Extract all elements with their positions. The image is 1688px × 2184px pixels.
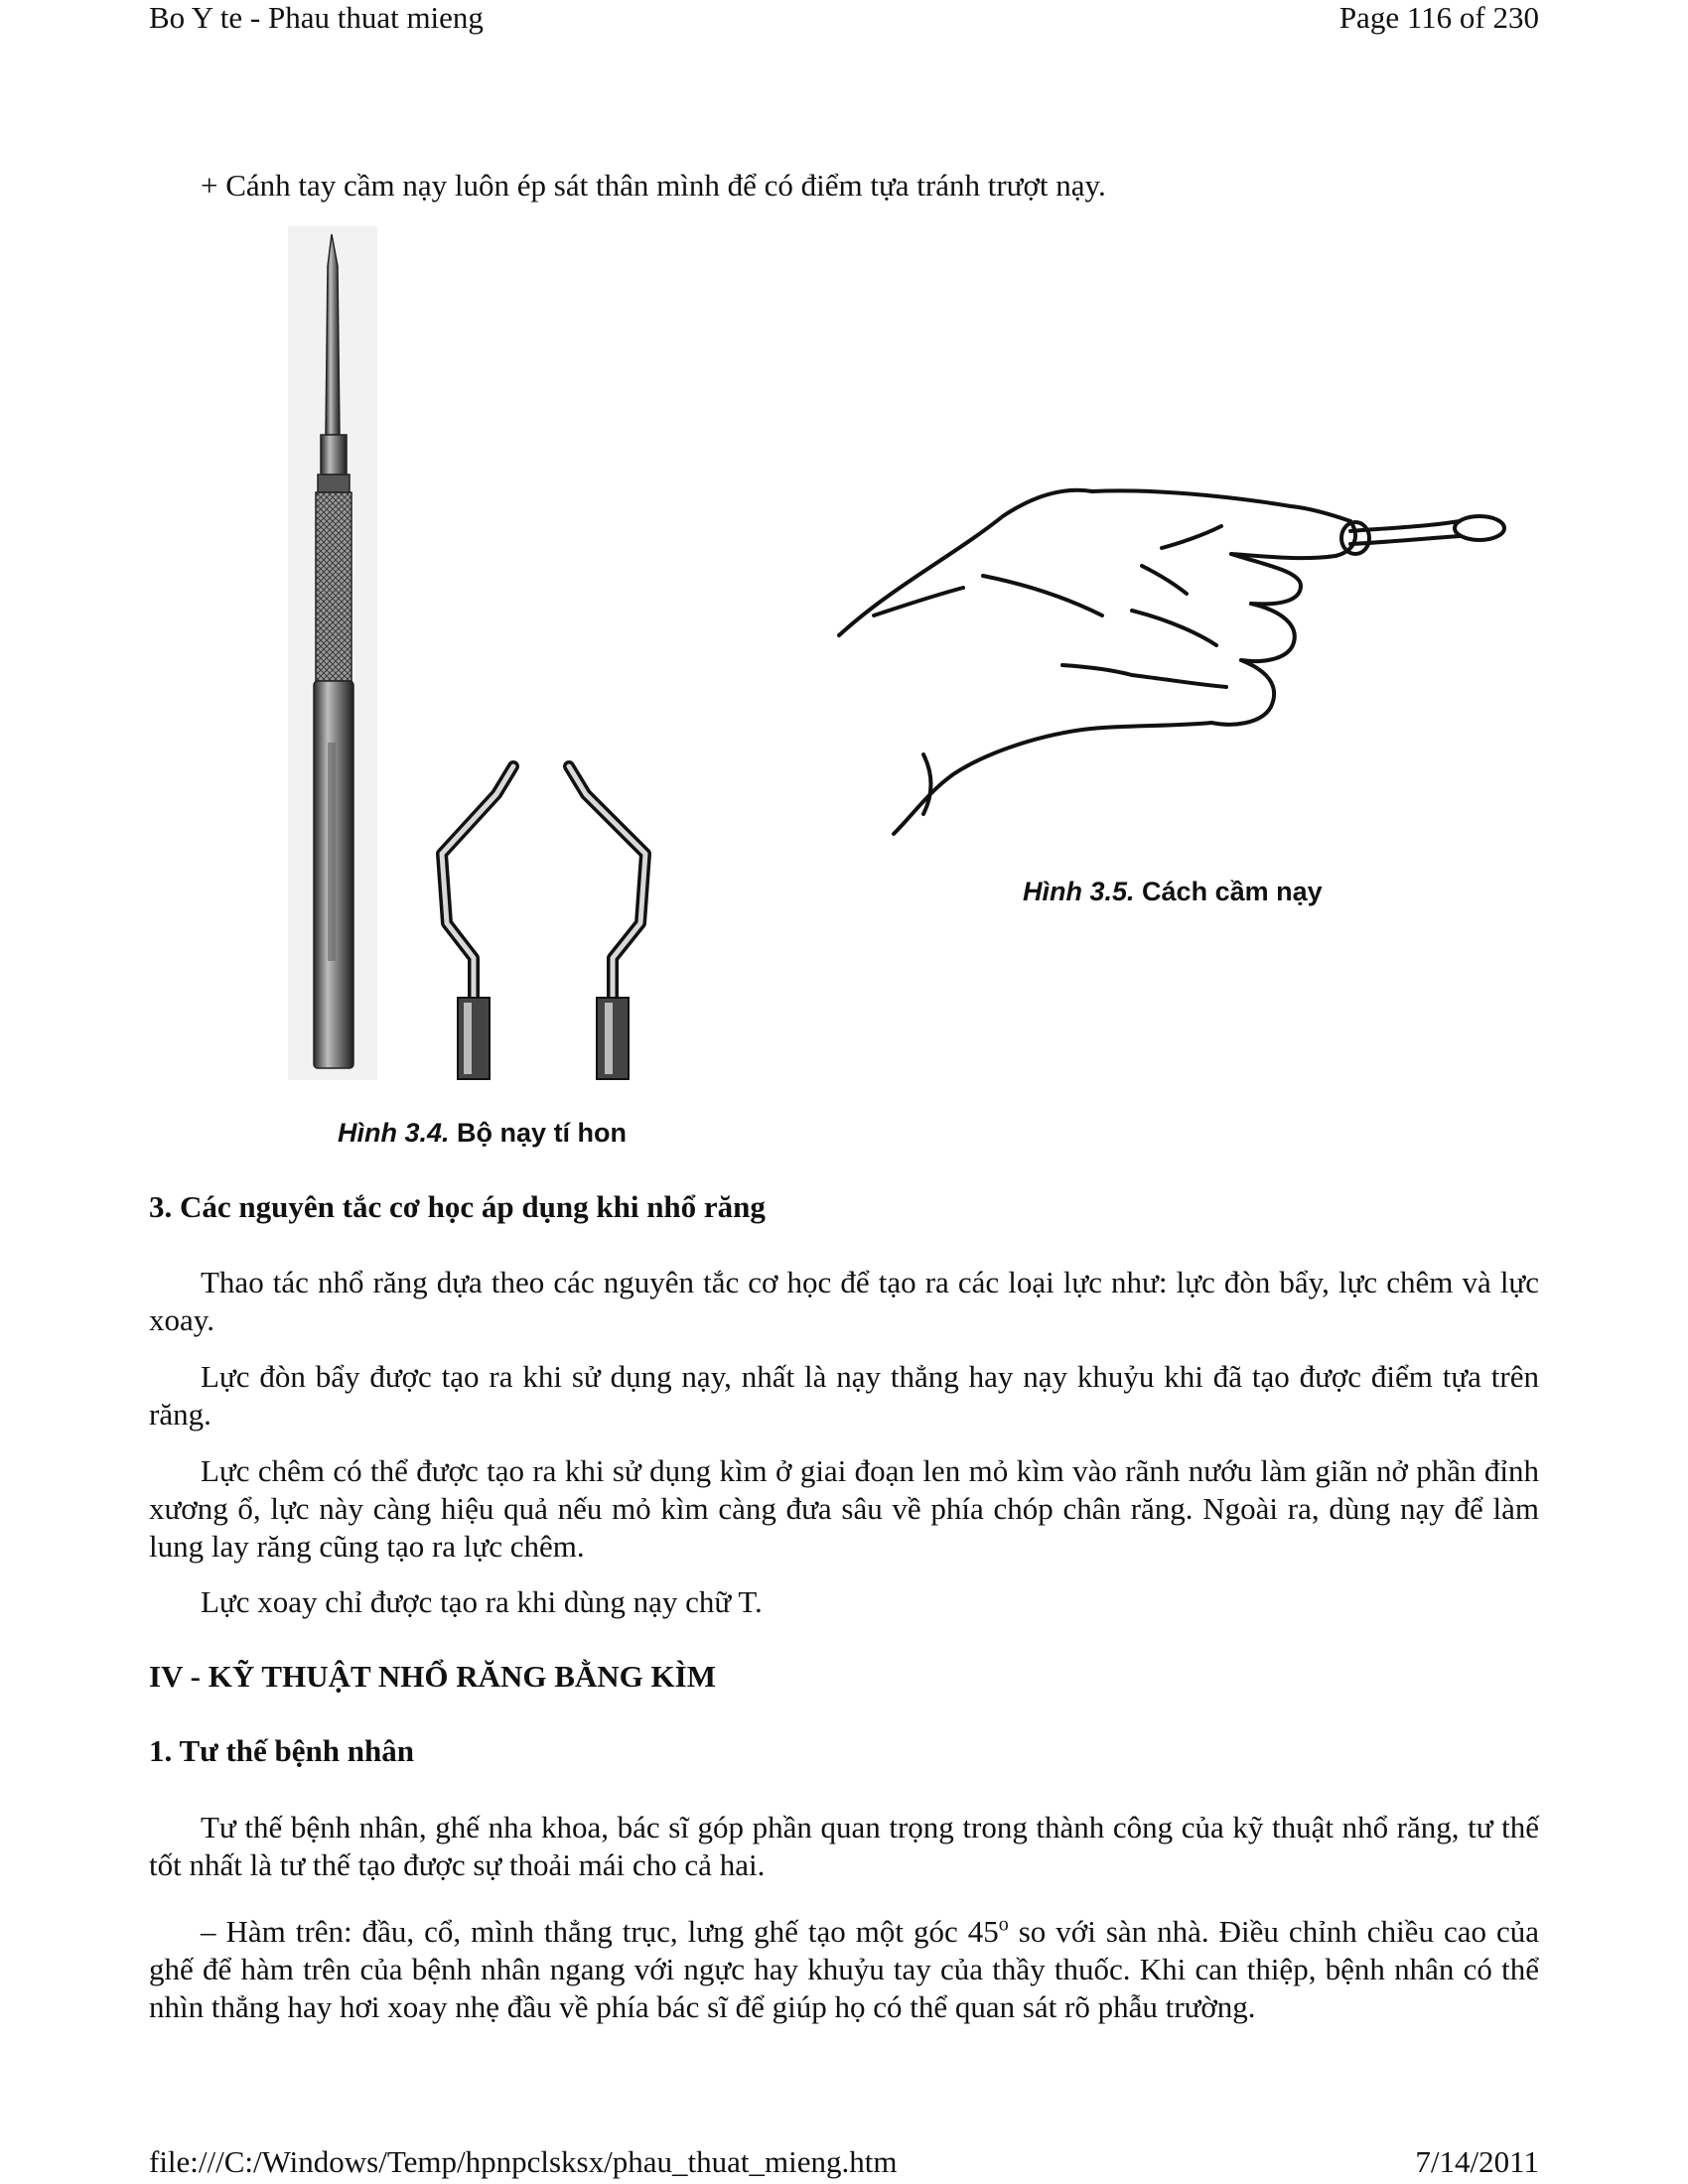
section-iv-paragraph-1: Tư thế bệnh nhân, ghế nha khoa, bác sĩ góp phần quan trọng trong thành công của kỹ thuật nhổ răng, tư thế tốt nhất là tư thế tạo được sự thoải mái cho cả hai. <box>149 1810 1539 1882</box>
figure-3-4-caption <box>338 1117 627 1149</box>
intro-line: + Cánh tay cầm nạy luôn ép sát thân mình để có điểm tựa tránh trượt nạy. <box>201 168 1106 203</box>
section-3-paragraph-3: Lực chêm có thể được tạo ra khi sử dụng kìm ở giai đoạn len mỏ kìm vào rãnh nướu làm giãn nở phần đỉnh xương ổ, lực này càng hiệu quả nếu mỏ kìm càng đưa sâu về phía chóp chân răng. Ngoài ra, dùng nạy để làm lung lay răng cũng tạo ra lực chêm. <box>149 1453 1539 1564</box>
footer-file-path: file:///C:/Windows/Temp/hpnpclsksx/phau_thuat_mieng.htm <box>149 2144 898 2179</box>
figure-3-5-text: Cách cầm nạy <box>1142 877 1323 906</box>
section-3-paragraph-4: Lực xoay chỉ được tạo ra khi dùng nạy chữ T. <box>201 1584 763 1619</box>
elevator-angled-illustration <box>402 754 690 1082</box>
figure-3-5-label: Hình 3.5. <box>1023 877 1135 906</box>
hand-holding-elevator-illustration <box>834 477 1509 844</box>
degree-superscript: o <box>998 1913 1009 1936</box>
header-title: Bo Y te - Phau thuat mieng <box>149 0 484 35</box>
section-3-paragraph-1: Thao tác nhổ răng dựa theo các nguyên tắc cơ học để tạo ra các loại lực như: lực đòn bẩy, lực chêm và lực xoay. <box>149 1265 1539 1337</box>
section-3-heading: 3. Các nguyên tắc cơ học áp dụng khi nhổ răng <box>149 1189 766 1224</box>
section-iv-subheading: 1. Tư thế bệnh nhân <box>149 1733 414 1768</box>
section-iv-heading: IV - KỸ THUẬT NHỔ RĂNG BẰNG KÌM <box>149 1659 716 1694</box>
paragraph-2-end: so với sàn nhà. Điều chỉnh chiều cao của ghế để hàm trên của bệnh nhân ngang với ngực hay khuỷu tay của thầy thuốc. Khi can thiệp, bệnh nhân có thể nhìn thẳng hay hơi xoay nhẹ đầu về phía bác sĩ để giúp họ có thể quan sát rõ phẫu trường. <box>149 1914 1539 2024</box>
paragraph-2-start: – Hàm trên: đầu, cổ, mình thẳng trục, lưng ghế tạo một góc 45 <box>201 1914 999 1949</box>
figure-3-5-caption <box>1023 876 1323 907</box>
elevator-straight-illustration <box>288 226 377 1080</box>
section-3-paragraph-2: Lực đòn bẩy được tạo ra khi sử dụng nạy, nhất là nạy thẳng hay nạy khuỷu khi đã tạo được điểm tựa trên răng. <box>149 1359 1539 1432</box>
figure-3-4-text: Bộ nạy tí hon <box>457 1118 628 1148</box>
figure-3-4-label: Hình 3.4. <box>338 1118 450 1148</box>
section-iv-paragraph-2 <box>149 1913 1539 2026</box>
footer-date: 7/14/2011 <box>1415 2144 1539 2179</box>
page-number: Page 116 of 230 <box>1338 0 1539 35</box>
